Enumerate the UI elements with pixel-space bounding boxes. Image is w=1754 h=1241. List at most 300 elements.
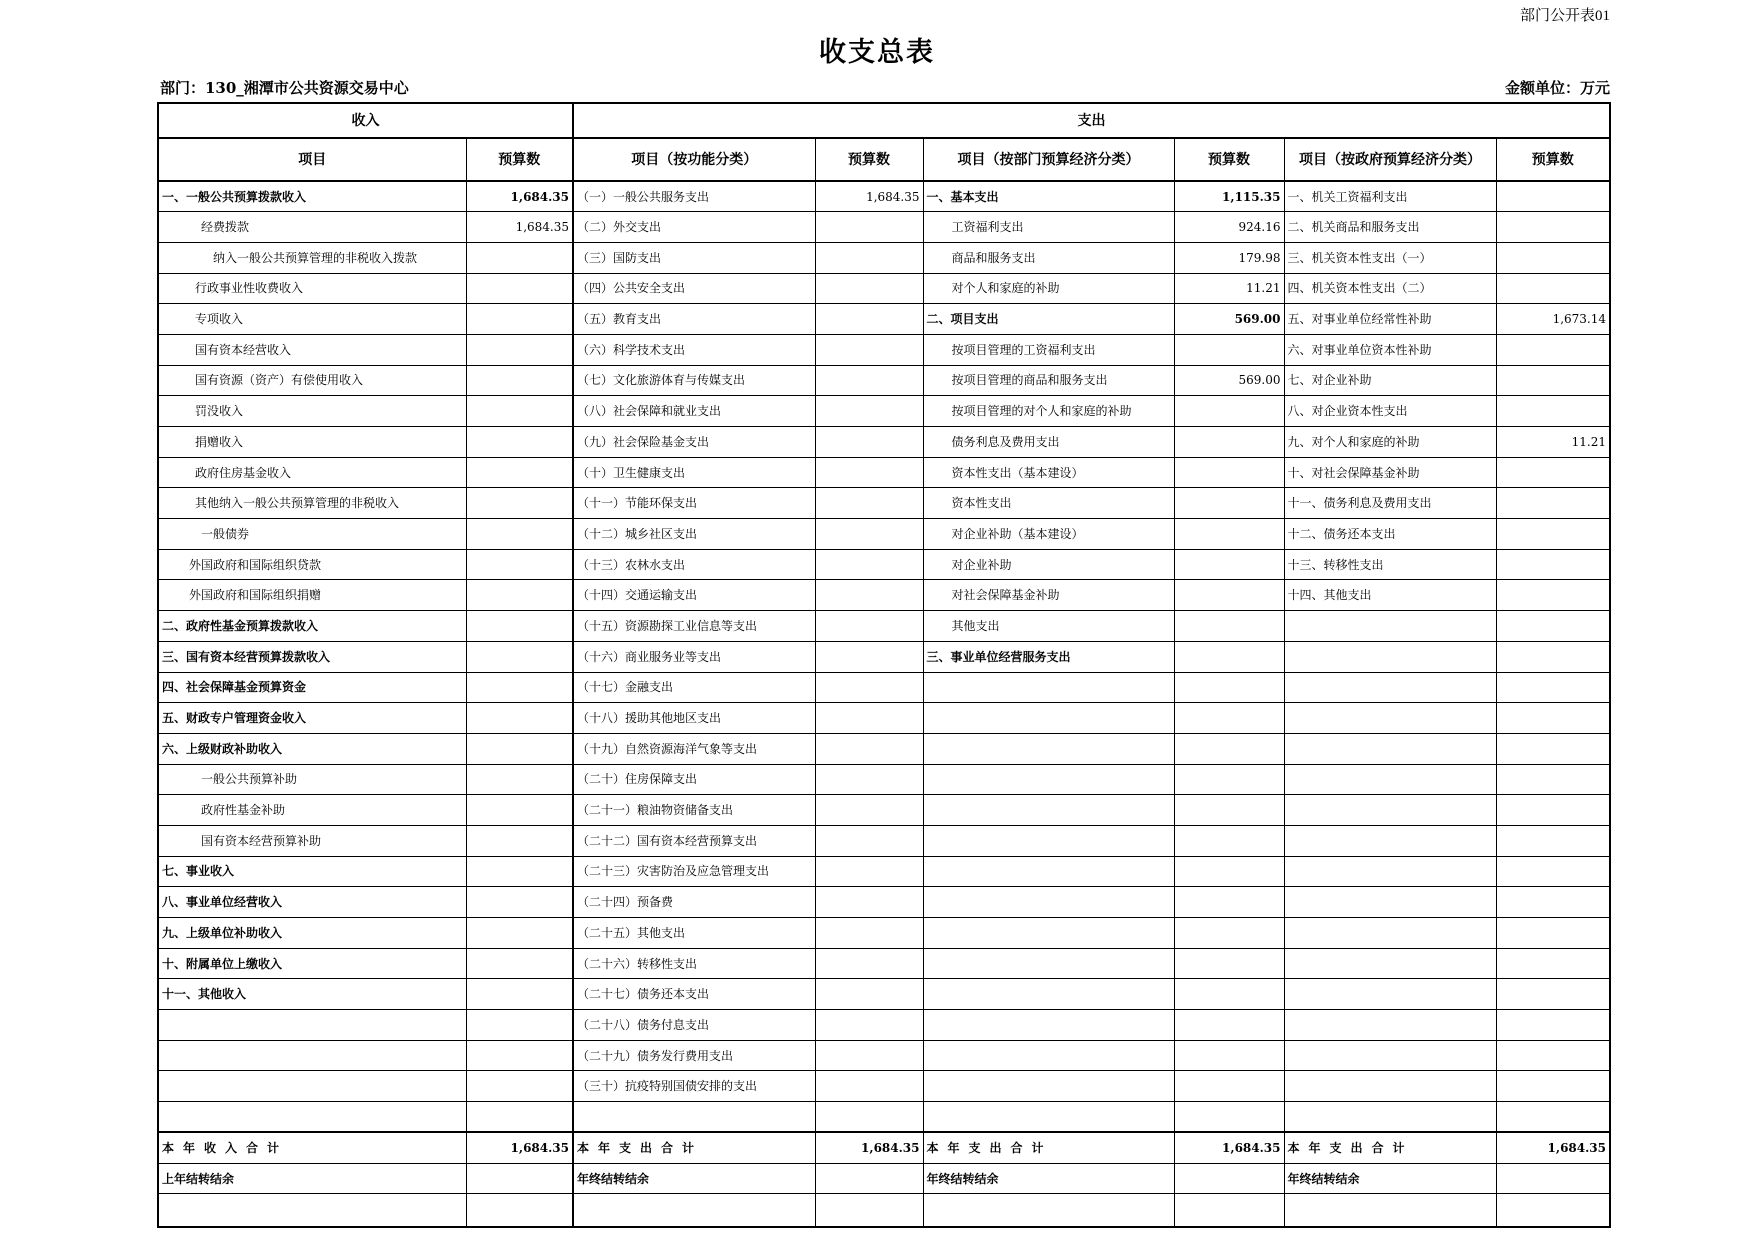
func-budget <box>815 334 923 365</box>
func-budget <box>815 1071 923 1102</box>
carry-expense-value-dept <box>1174 1164 1284 1194</box>
func-item: （二十九）债务发行费用支出 <box>573 1040 815 1071</box>
gov-econ-item <box>1284 641 1496 672</box>
total-row <box>158 1132 1610 1164</box>
gov-econ-budget <box>1496 488 1610 519</box>
carry-expense-value-func <box>815 1164 923 1194</box>
blank-cell <box>923 1194 1174 1228</box>
table-row <box>158 825 1610 856</box>
func-item: （三十）抗疫特别国债安排的支出 <box>573 1071 815 1102</box>
total-expense-value-gov: 1,684.35 <box>1496 1132 1610 1164</box>
income-budget <box>466 365 573 396</box>
income-item: 九、上级单位补助收入 <box>158 918 466 949</box>
gov-econ-item <box>1284 1010 1496 1041</box>
gov-econ-budget <box>1496 856 1610 887</box>
income-budget <box>466 887 573 918</box>
income-item: 外国政府和国际组织贷款 <box>158 549 466 580</box>
func-budget: 1,684.35 <box>815 181 923 212</box>
table-row <box>158 672 1610 703</box>
dept-econ-budget <box>1174 948 1284 979</box>
dept-econ-budget <box>1174 703 1284 734</box>
income-expense-table <box>157 102 1611 1228</box>
gov-econ-budget: 1,673.14 <box>1496 304 1610 335</box>
table-row <box>158 396 1610 427</box>
table-row <box>158 427 1610 458</box>
income-budget <box>466 1071 573 1102</box>
dept-econ-budget <box>1174 918 1284 949</box>
func-item: （十六）商业服务业等支出 <box>573 641 815 672</box>
income-budget <box>466 396 573 427</box>
income-budget <box>466 733 573 764</box>
expense-header: 支出 <box>573 103 1610 138</box>
dept-econ-item: 二、项目支出 <box>923 304 1174 335</box>
dept-econ-item <box>923 1102 1174 1133</box>
income-budget <box>466 242 573 273</box>
blank-cell <box>815 1194 923 1228</box>
blank-row <box>158 1194 1610 1228</box>
dept-econ-item: 债务利息及费用支出 <box>923 427 1174 458</box>
table-row <box>158 856 1610 887</box>
gov-econ-item <box>1284 856 1496 887</box>
func-budget <box>815 242 923 273</box>
table-row <box>158 703 1610 734</box>
func-budget <box>815 825 923 856</box>
total-expense-value-func: 1,684.35 <box>815 1132 923 1164</box>
gov-econ-budget <box>1496 212 1610 243</box>
gov-econ-budget <box>1496 1040 1610 1071</box>
dept-econ-item: 其他支出 <box>923 611 1174 642</box>
table-row <box>158 457 1610 488</box>
gov-econ-budget <box>1496 611 1610 642</box>
dept-econ-item <box>923 918 1174 949</box>
gov-econ-budget <box>1496 733 1610 764</box>
total-expense-label-gov: 本年支出合计 <box>1284 1132 1496 1164</box>
income-item: 八、事业单位经营收入 <box>158 887 466 918</box>
gov-econ-item <box>1284 703 1496 734</box>
income-budget <box>466 641 573 672</box>
income-item: 三、国有资本经营预算拨款收入 <box>158 641 466 672</box>
dept-econ-item: 三、事业单位经营服务支出 <box>923 641 1174 672</box>
dept-econ-budget <box>1174 641 1284 672</box>
income-item: 一、一般公共预算拨款收入 <box>158 181 466 212</box>
func-budget <box>815 918 923 949</box>
gov-econ-budget <box>1496 580 1610 611</box>
blank-cell <box>466 1194 573 1228</box>
table-row <box>158 365 1610 396</box>
total-expense-value-dept: 1,684.35 <box>1174 1132 1284 1164</box>
func-budget <box>815 365 923 396</box>
gov-econ-budget <box>1496 1071 1610 1102</box>
func-item: （十五）资源勘探工业信息等支出 <box>573 611 815 642</box>
form-code: 部门公开表01 <box>1519 8 1610 24</box>
func-budget <box>815 948 923 979</box>
dept-econ-item <box>923 1071 1174 1102</box>
income-budget <box>466 611 573 642</box>
table-row <box>158 887 1610 918</box>
income-budget <box>466 703 573 734</box>
dept-econ-budget <box>1174 488 1284 519</box>
total-income-label: 本年收入合计 <box>158 1132 466 1164</box>
func-budget <box>815 212 923 243</box>
dept-econ-item: 对个人和家庭的补助 <box>923 273 1174 304</box>
dept-econ-item <box>923 672 1174 703</box>
func-item: （二十一）粮油物资储备支出 <box>573 795 815 826</box>
unit-label: 金额单位：万元 <box>1504 79 1610 97</box>
gov-econ-budget <box>1496 1010 1610 1041</box>
dept-econ-budget: 569.00 <box>1174 365 1284 396</box>
table-row <box>158 273 1610 304</box>
dept-econ-item: 工资福利支出 <box>923 212 1174 243</box>
carry-expense-label-gov: 年终结转结余 <box>1284 1164 1496 1194</box>
table-row <box>158 979 1610 1010</box>
func-budget <box>815 580 923 611</box>
income-item: 经费拨款 <box>158 212 466 243</box>
gov-econ-item: 十四、其他支出 <box>1284 580 1496 611</box>
dept-econ-item <box>923 1010 1174 1041</box>
dept-econ-item <box>923 1040 1174 1071</box>
income-item: 十一、其他收入 <box>158 979 466 1010</box>
func-item: （六）科学技术支出 <box>573 334 815 365</box>
func-budget <box>815 549 923 580</box>
table-row <box>158 1102 1610 1133</box>
gov-econ-budget <box>1496 795 1610 826</box>
dept-econ-budget <box>1174 1102 1284 1133</box>
income-item: 一般公共预算补助 <box>158 764 466 795</box>
gov-econ-budget <box>1496 273 1610 304</box>
dept-econ-budget <box>1174 856 1284 887</box>
dept-econ-budget <box>1174 1010 1284 1041</box>
income-item <box>158 1040 466 1071</box>
table-row <box>158 549 1610 580</box>
func-item: （二十五）其他支出 <box>573 918 815 949</box>
income-budget <box>466 764 573 795</box>
gov-econ-item <box>1284 672 1496 703</box>
dept-econ-budget <box>1174 1071 1284 1102</box>
table-row <box>158 641 1610 672</box>
dept-econ-item <box>923 856 1174 887</box>
func-item: （五）教育支出 <box>573 304 815 335</box>
dept-econ-budget: 11.21 <box>1174 273 1284 304</box>
income-budget <box>466 1102 573 1133</box>
income-budget <box>466 672 573 703</box>
income-budget <box>466 304 573 335</box>
dept-econ-budget <box>1174 396 1284 427</box>
gov-econ-budget <box>1496 549 1610 580</box>
dept-econ-item: 按项目管理的工资福利支出 <box>923 334 1174 365</box>
dept-econ-item: 对企业补助 <box>923 549 1174 580</box>
carry-expense-label-dept: 年终结转结余 <box>923 1164 1174 1194</box>
func-budget <box>815 795 923 826</box>
carry-income-value <box>466 1164 573 1194</box>
dept-econ-item <box>923 733 1174 764</box>
dept-econ-item <box>923 948 1174 979</box>
func-budget <box>815 672 923 703</box>
income-budget <box>466 856 573 887</box>
gov-econ-budget <box>1496 979 1610 1010</box>
gov-econ-item <box>1284 795 1496 826</box>
table-row <box>158 733 1610 764</box>
income-budget <box>466 457 573 488</box>
gov-econ-budget <box>1496 918 1610 949</box>
gov-econ-budget <box>1496 948 1610 979</box>
dept-econ-budget: 1,115.35 <box>1174 181 1284 212</box>
income-budget <box>466 948 573 979</box>
income-item: 四、社会保障基金预算资金 <box>158 672 466 703</box>
table-row <box>158 795 1610 826</box>
gov-econ-item <box>1284 1102 1496 1133</box>
dept-econ-item <box>923 825 1174 856</box>
gov-econ-item <box>1284 825 1496 856</box>
func-item: （二十二）国有资本经营预算支出 <box>573 825 815 856</box>
income-budget <box>466 825 573 856</box>
func-item: （十七）金融支出 <box>573 672 815 703</box>
col-func-item: 项目（按功能分类） <box>573 138 815 181</box>
income-item: 一般债券 <box>158 519 466 550</box>
income-budget <box>466 1010 573 1041</box>
carryover-row <box>158 1164 1610 1194</box>
income-item: 六、上级财政补助收入 <box>158 733 466 764</box>
func-item: （二十四）预备费 <box>573 887 815 918</box>
gov-econ-budget <box>1496 334 1610 365</box>
func-budget <box>815 519 923 550</box>
table-row <box>158 918 1610 949</box>
gov-econ-item <box>1284 887 1496 918</box>
func-budget <box>815 887 923 918</box>
gov-econ-budget <box>1496 242 1610 273</box>
func-item: （十三）农林水支出 <box>573 549 815 580</box>
gov-econ-budget <box>1496 365 1610 396</box>
table-row <box>158 334 1610 365</box>
income-budget <box>466 795 573 826</box>
func-budget <box>815 764 923 795</box>
col-income-budget: 预算数 <box>466 138 573 181</box>
gov-econ-item: 四、机关资本性支出（二） <box>1284 273 1496 304</box>
dept-econ-budget <box>1174 795 1284 826</box>
income-item: 七、事业收入 <box>158 856 466 887</box>
table-row <box>158 304 1610 335</box>
dept-econ-item: 对企业补助（基本建设） <box>923 519 1174 550</box>
dept-econ-item: 商品和服务支出 <box>923 242 1174 273</box>
dept-econ-item <box>923 703 1174 734</box>
income-item: 行政事业性收费收入 <box>158 273 466 304</box>
income-item: 其他纳入一般公共预算管理的非税收入 <box>158 488 466 519</box>
carry-expense-label-func: 年终结转结余 <box>573 1164 815 1194</box>
func-item: （二十）住房保障支出 <box>573 764 815 795</box>
gov-econ-budget <box>1496 887 1610 918</box>
func-budget <box>815 304 923 335</box>
income-item: 罚没收入 <box>158 396 466 427</box>
gov-econ-item <box>1284 948 1496 979</box>
income-budget <box>466 580 573 611</box>
func-budget <box>815 1102 923 1133</box>
table-row <box>158 488 1610 519</box>
func-item: （二十七）债务还本支出 <box>573 979 815 1010</box>
page-title: 收支总表 <box>819 37 935 68</box>
table-row <box>158 519 1610 550</box>
func-budget <box>815 1040 923 1071</box>
dept-econ-item: 按项目管理的商品和服务支出 <box>923 365 1174 396</box>
income-budget: 1,684.35 <box>466 212 573 243</box>
func-item: （十八）援助其他地区支出 <box>573 703 815 734</box>
carry-expense-value-gov <box>1496 1164 1610 1194</box>
gov-econ-budget: 11.21 <box>1496 427 1610 458</box>
func-item: （九）社会保险基金支出 <box>573 427 815 458</box>
col-dept-econ-budget: 预算数 <box>1174 138 1284 181</box>
func-budget <box>815 396 923 427</box>
dept-econ-budget <box>1174 764 1284 795</box>
gov-econ-item: 六、对事业单位资本性补助 <box>1284 334 1496 365</box>
func-item: （七）文化旅游体育与传媒支出 <box>573 365 815 396</box>
dept-econ-item <box>923 979 1174 1010</box>
table-row <box>158 212 1610 243</box>
gov-econ-budget <box>1496 641 1610 672</box>
income-budget <box>466 979 573 1010</box>
blank-cell <box>1496 1194 1610 1228</box>
col-income-item: 项目 <box>158 138 466 181</box>
income-item: 国有资源（资产）有偿使用收入 <box>158 365 466 396</box>
gov-econ-item <box>1284 733 1496 764</box>
income-budget <box>466 273 573 304</box>
gov-econ-item: 十三、转移性支出 <box>1284 549 1496 580</box>
gov-econ-budget <box>1496 764 1610 795</box>
func-item: （一）一般公共服务支出 <box>573 181 815 212</box>
table-row <box>158 611 1610 642</box>
income-budget <box>466 549 573 580</box>
income-item: 十、附属单位上缴收入 <box>158 948 466 979</box>
dept-econ-budget <box>1174 519 1284 550</box>
func-budget <box>815 611 923 642</box>
income-item: 国有资本经营预算补助 <box>158 825 466 856</box>
income-budget <box>466 334 573 365</box>
func-item: （十）卫生健康支出 <box>573 457 815 488</box>
func-budget <box>815 488 923 519</box>
table-row <box>158 1010 1610 1041</box>
blank-cell <box>573 1194 815 1228</box>
gov-econ-item: 十一、债务利息及费用支出 <box>1284 488 1496 519</box>
table-row <box>158 1071 1610 1102</box>
dept-econ-budget <box>1174 549 1284 580</box>
func-budget <box>815 733 923 764</box>
income-item <box>158 1010 466 1041</box>
func-item: （十一）节能环保支出 <box>573 488 815 519</box>
income-budget <box>466 427 573 458</box>
dept-econ-item <box>923 795 1174 826</box>
gov-econ-budget <box>1496 181 1610 212</box>
income-item: 二、政府性基金预算拨款收入 <box>158 611 466 642</box>
income-budget <box>466 918 573 949</box>
gov-econ-item: 二、机关商品和服务支出 <box>1284 212 1496 243</box>
income-item: 政府性基金补助 <box>158 795 466 826</box>
gov-econ-item <box>1284 979 1496 1010</box>
income-budget <box>466 1040 573 1071</box>
func-budget <box>815 641 923 672</box>
total-income-value: 1,684.35 <box>466 1132 573 1164</box>
income-item: 国有资本经营收入 <box>158 334 466 365</box>
table-row <box>158 948 1610 979</box>
income-item <box>158 1071 466 1102</box>
dept-econ-budget <box>1174 334 1284 365</box>
func-item: （八）社会保障和就业支出 <box>573 396 815 427</box>
income-item: 专项收入 <box>158 304 466 335</box>
blank-cell <box>1284 1194 1496 1228</box>
gov-econ-item <box>1284 764 1496 795</box>
func-budget <box>815 703 923 734</box>
gov-econ-item <box>1284 918 1496 949</box>
gov-econ-item <box>1284 1040 1496 1071</box>
func-item: （二）外交支出 <box>573 212 815 243</box>
income-item: 政府住房基金收入 <box>158 457 466 488</box>
func-item: （十二）城乡社区支出 <box>573 519 815 550</box>
income-budget: 1,684.35 <box>466 181 573 212</box>
income-item: 纳入一般公共预算管理的非税收入拨款 <box>158 242 466 273</box>
func-budget <box>815 427 923 458</box>
carry-income-label: 上年结转结余 <box>158 1164 466 1194</box>
dept-econ-budget <box>1174 733 1284 764</box>
gov-econ-item: 一、机关工资福利支出 <box>1284 181 1496 212</box>
dept-econ-budget <box>1174 611 1284 642</box>
dept-econ-budget <box>1174 580 1284 611</box>
gov-econ-budget <box>1496 672 1610 703</box>
col-dept-econ-item: 项目（按部门预算经济分类） <box>923 138 1174 181</box>
dept-econ-budget <box>1174 457 1284 488</box>
func-budget <box>815 457 923 488</box>
gov-econ-budget <box>1496 457 1610 488</box>
func-item: （二十八）债务付息支出 <box>573 1010 815 1041</box>
dept-econ-budget <box>1174 979 1284 1010</box>
gov-econ-budget <box>1496 1102 1610 1133</box>
income-item: 五、财政专户管理资金收入 <box>158 703 466 734</box>
dept-econ-item: 资本性支出（基本建设） <box>923 457 1174 488</box>
dept-econ-budget <box>1174 672 1284 703</box>
table-row <box>158 1040 1610 1071</box>
table-row <box>158 242 1610 273</box>
total-expense-label-dept: 本年支出合计 <box>923 1132 1174 1164</box>
blank-cell <box>158 1194 466 1228</box>
gov-econ-budget <box>1496 825 1610 856</box>
func-budget <box>815 1010 923 1041</box>
gov-econ-item: 十、对社会保障基金补助 <box>1284 457 1496 488</box>
gov-econ-item <box>1284 611 1496 642</box>
dept-econ-item <box>923 887 1174 918</box>
func-item: （四）公共安全支出 <box>573 273 815 304</box>
gov-econ-budget <box>1496 519 1610 550</box>
col-gov-econ-item: 项目（按政府预算经济分类） <box>1284 138 1496 181</box>
table-row <box>158 580 1610 611</box>
dept-econ-budget <box>1174 887 1284 918</box>
func-item: （十四）交通运输支出 <box>573 580 815 611</box>
gov-econ-item: 五、对事业单位经常性补助 <box>1284 304 1496 335</box>
gov-econ-item: 十二、债务还本支出 <box>1284 519 1496 550</box>
income-item <box>158 1102 466 1133</box>
income-header: 收入 <box>158 103 573 138</box>
dept-econ-budget <box>1174 825 1284 856</box>
func-item: （二十三）灾害防治及应急管理支出 <box>573 856 815 887</box>
gov-econ-item <box>1284 1071 1496 1102</box>
gov-econ-item: 三、机关资本性支出（一） <box>1284 242 1496 273</box>
func-item: （十九）自然资源海洋气象等支出 <box>573 733 815 764</box>
dept-econ-budget: 179.98 <box>1174 242 1284 273</box>
col-gov-econ-budget: 预算数 <box>1496 138 1610 181</box>
income-item: 捐赠收入 <box>158 427 466 458</box>
gov-econ-item: 八、对企业资本性支出 <box>1284 396 1496 427</box>
gov-econ-budget <box>1496 703 1610 734</box>
dept-econ-budget <box>1174 1040 1284 1071</box>
func-budget <box>815 273 923 304</box>
col-func-budget: 预算数 <box>815 138 923 181</box>
gov-econ-item: 七、对企业补助 <box>1284 365 1496 396</box>
dept-econ-item: 资本性支出 <box>923 488 1174 519</box>
income-budget <box>466 488 573 519</box>
